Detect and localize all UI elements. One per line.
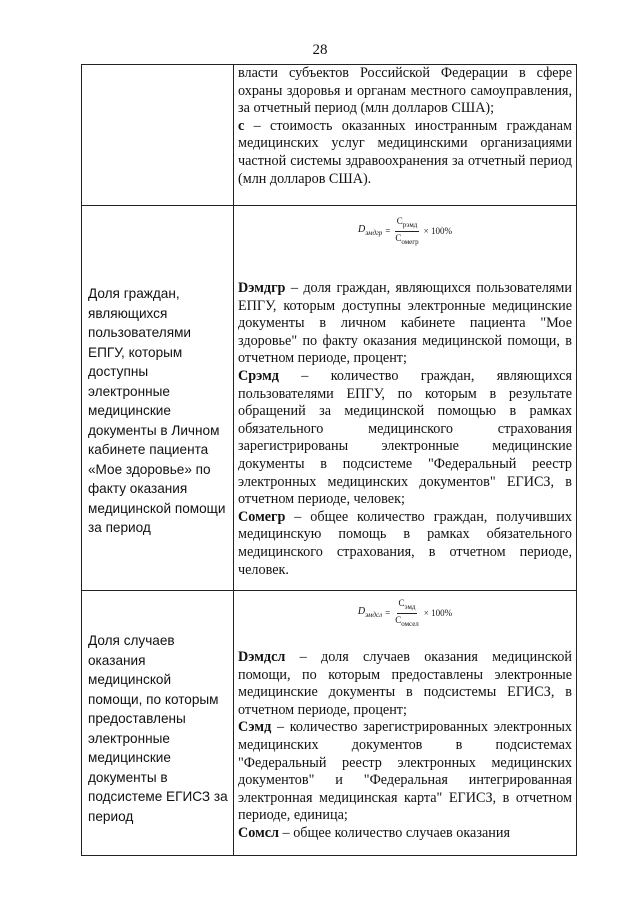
formula-multiplier: × 100% (423, 226, 452, 236)
method-paragraph (238, 118, 572, 188)
method-paragraph (238, 649, 572, 719)
method-text: – стоимость оказанных иностранным гражданам медицинских услуг медицинскими организациями частной системы здравоохранения за отчетный период (млн долларов США). (238, 117, 572, 187)
method-text: – количество граждан, являющихся пользователями ЕПГУ, по которым в результате обращений за медицинской помощью в рамках обязательного медицинского страхования зарегистрированы электронные медицинские документы в подсистеме "Федеральный реестр электронных медицинских документов" ЕГИСЗ, в отчетном периоде, человек; (238, 367, 572, 508)
formula-eq: = (385, 608, 391, 618)
method-paragraph (238, 280, 572, 368)
indicator-name-cell (82, 591, 234, 856)
method-paragraph (238, 509, 572, 579)
method-paragraph (238, 368, 572, 509)
method-cell (234, 591, 577, 856)
formula-fraction: $\frac{C_{эмд}}{C_{омсел}}$ (395, 597, 419, 628)
indicator-name-cell (82, 65, 234, 206)
table-row (82, 591, 577, 856)
method-paragraph (238, 825, 572, 843)
method-text: – количество зарегистрированных электронных медицинских документов в подсистемах "Федеральный реестр электронных медицинских документов" и "Федеральная интегрированная электронная медицинская карта" ЕГИСЗ, в отчетном периоде, единица; (238, 719, 572, 824)
formula-lhs: $D_{эмдгр}$ (358, 223, 383, 237)
method-text: – общее количество случаев оказания (279, 824, 510, 841)
indicator-name: Доля случаев оказания медицинской помощи, по которым предоставлены электронные медицинские документы в подсистеме ЕГИСЗ за период (88, 633, 228, 824)
method-text: – доля граждан, являющихся пользователями ЕПГУ, которым доступны электронные медицинские документы в личном кабинете пациента "Мое здоровье" по факту оказания медицинской помощи, в отчетном периоде, процент; (238, 280, 572, 367)
table-row (82, 65, 577, 206)
formula-eq: = (385, 226, 391, 236)
formula (234, 597, 576, 629)
method-text: власти субъектов Российской Федерации в сфере охраны здоровья и органам местного самоуправления, за отчетный период (млн долларов США); (238, 65, 572, 117)
indicator-table (81, 64, 577, 856)
method-paragraph (238, 719, 572, 825)
indicator-name-cell (82, 206, 234, 591)
method-cell (234, 65, 577, 206)
method-text: – доля случаев оказания медицинской помощи, по которым предоставлены электронные медицинские документы в подсистемы ЕГИСЗ, в отчетном периоде, процент; (238, 649, 572, 718)
method-paragraph (238, 65, 572, 118)
variable-term: с (238, 117, 245, 134)
method-cell (234, 206, 577, 591)
variable-term: Сомсл (238, 824, 279, 841)
method-text: – общее количество граждан, получивших медицинскую помощь в рамках обязательного медицинского страхования, в отчетном периоде, человек. (238, 508, 572, 578)
formula-lhs: $D_{эмдсл}$ (357, 605, 383, 619)
variable-term: Срэмд (238, 367, 279, 384)
variable-term: Dэмдгр (238, 280, 286, 296)
variable-term: Сомегр (238, 508, 286, 525)
formula-multiplier: × 100% (423, 608, 453, 618)
formula-fraction: $\frac{C_{рэмд}}{C_{омегр}}$ (395, 215, 419, 246)
table-row (82, 206, 577, 591)
indicator-name: Доля граждан, являющихся пользователями ЕПГУ, которым доступны электронные медицинские документы в Личном кабинете пациента «Мое здоровье» по факту оказания медицинской помощи за период (88, 286, 226, 535)
formula (234, 214, 576, 248)
variable-term: Сэмд (238, 719, 272, 736)
variable-term: Dэмдсл (238, 649, 286, 665)
page-number: 28 (312, 42, 328, 58)
